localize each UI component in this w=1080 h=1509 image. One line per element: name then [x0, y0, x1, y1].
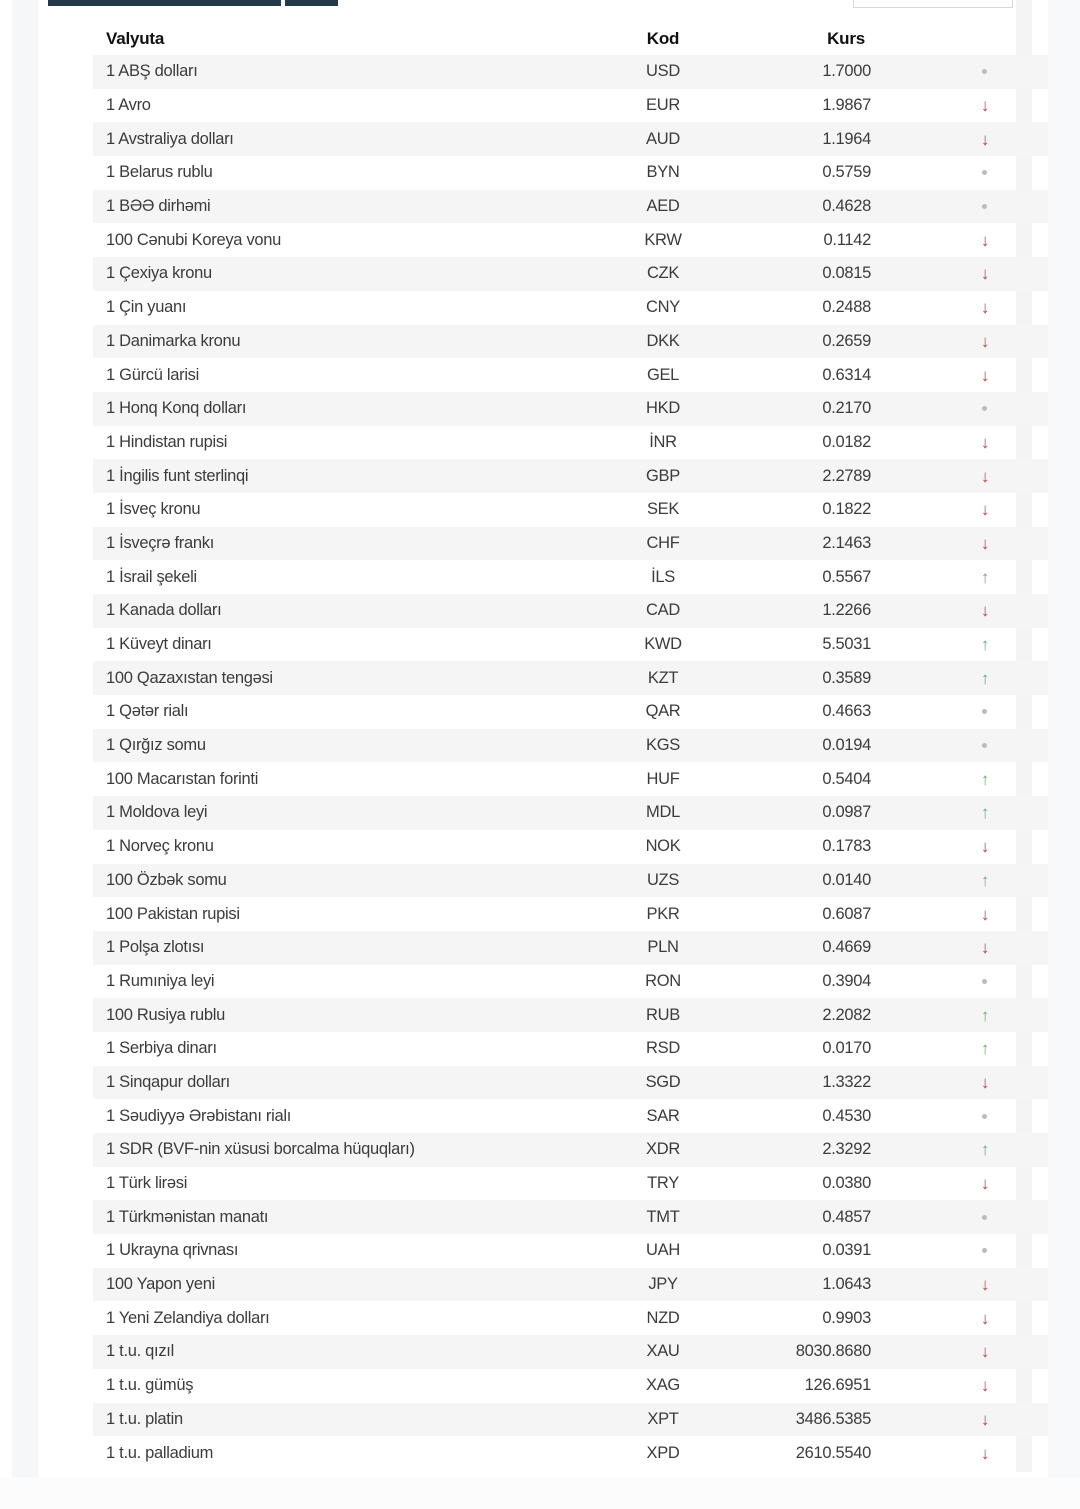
- currency-name: 1 SDR (BVF-nin xüsusi borcalma hüquqları): [106, 1140, 415, 1159]
- table-row: [93, 358, 1048, 392]
- table-row: [93, 89, 1048, 123]
- currency-name: 1 t.u. gümüş: [106, 1376, 194, 1395]
- trend-cell: [871, 1007, 1048, 1024]
- table-row: [93, 156, 1048, 190]
- trend-cell: [871, 569, 1048, 586]
- table-row: [93, 931, 1048, 965]
- trend-cell: [871, 1215, 1048, 1220]
- currency-rate: 0.5567: [822, 567, 871, 586]
- currency-name: 1 Avro: [106, 96, 151, 115]
- currency-code: RUB: [646, 1005, 680, 1024]
- trend-cell: [871, 670, 1048, 687]
- arrow-down-icon: ↓: [980, 533, 990, 553]
- trend-cell: [871, 872, 1048, 889]
- currency-rate: 0.6314: [822, 365, 871, 384]
- table-row: [93, 1200, 1048, 1234]
- currency-code: EUR: [646, 96, 680, 115]
- currency-code: KWD: [644, 635, 682, 654]
- date-input-cutoff[interactable]: [853, 0, 1013, 8]
- trend-cell: [871, 1175, 1048, 1192]
- table-row: [93, 796, 1048, 830]
- trend-cell: [871, 1074, 1048, 1091]
- currency-rate: 1.9867: [822, 96, 871, 115]
- trend-cell: [871, 299, 1048, 316]
- trend-cell: [871, 333, 1048, 350]
- trend-cell: [871, 367, 1048, 384]
- table-row: [93, 1436, 1048, 1470]
- currency-rate: 126.6951: [804, 1376, 871, 1395]
- currency-name: 1 Belarus rublu: [106, 163, 213, 182]
- unchanged-dot-icon: [982, 170, 987, 175]
- currency-code: RSD: [646, 1039, 680, 1058]
- unchanged-dot-icon: [982, 743, 987, 748]
- arrow-up-icon: ↑: [980, 803, 990, 823]
- table-row: [93, 594, 1048, 628]
- trend-cell: [871, 1343, 1048, 1360]
- unchanged-dot-icon: [982, 1215, 987, 1220]
- trend-cell: [871, 979, 1048, 984]
- trend-cell: [871, 709, 1048, 714]
- currency-code: İLS: [651, 567, 675, 586]
- currency-name: 1 İsveçrə frankı: [106, 533, 214, 552]
- currency-name: 1 ABŞ dolları: [106, 62, 198, 81]
- trend-cell: [871, 636, 1048, 653]
- arrow-down-icon: ↓: [980, 298, 990, 318]
- arrow-down-icon: ↓: [980, 1174, 990, 1194]
- currency-rate: 0.2659: [822, 331, 871, 350]
- currency-name: 1 Səudiyyə Ərəbistanı rialı: [106, 1106, 291, 1125]
- table-row: [93, 1403, 1048, 1437]
- unchanged-dot-icon: [982, 979, 987, 984]
- currency-code: JPY: [648, 1275, 678, 1294]
- table-row: [93, 392, 1048, 426]
- table-row: [93, 190, 1048, 224]
- arrow-down-icon: ↓: [980, 904, 990, 924]
- column-header-code: Kod: [646, 28, 680, 48]
- currency-code: NOK: [645, 837, 681, 856]
- currency-name: 100 Rusiya rublu: [106, 1005, 226, 1024]
- table-row: [93, 864, 1048, 898]
- currency-name: 1 t.u. qızıl: [106, 1342, 174, 1361]
- arrow-down-icon: ↓: [980, 331, 990, 351]
- currency-code: TRY: [647, 1174, 679, 1193]
- table-body: [93, 55, 1048, 1470]
- trend-cell: [871, 906, 1048, 923]
- currency-code: SGD: [645, 1072, 681, 1091]
- currency-rate: 0.4628: [822, 197, 871, 216]
- currency-code: BYN: [646, 163, 680, 182]
- currency-name: 1 Serbiya dinarı: [106, 1039, 217, 1058]
- currency-code: QAR: [645, 702, 681, 721]
- currency-name: 1 BƏƏ dirhəmi: [106, 197, 211, 216]
- arrow-down-icon: ↓: [980, 1443, 990, 1463]
- currency-code: USD: [646, 62, 680, 81]
- table-row: [93, 1335, 1048, 1369]
- arrow-down-icon: ↓: [980, 1072, 990, 1092]
- currency-name: 1 Yeni Zelandiya dolları: [106, 1308, 270, 1327]
- table-row: [93, 897, 1048, 931]
- table-row: [93, 1234, 1048, 1268]
- currency-code: KGS: [646, 736, 680, 755]
- table-row: [93, 493, 1048, 527]
- currency-code: AED: [646, 197, 680, 216]
- currency-name: 1 t.u. platin: [106, 1409, 183, 1428]
- arrow-down-icon: ↓: [980, 1409, 990, 1429]
- currency-name: 1 Moldova leyi: [106, 803, 208, 822]
- currency-rate: 8030.8680: [795, 1342, 871, 1361]
- currency-code: XPD: [646, 1443, 680, 1462]
- arrow-down-icon: ↓: [980, 938, 990, 958]
- unchanged-dot-icon: [982, 1114, 987, 1119]
- arrow-down-icon: ↓: [980, 230, 990, 250]
- arrow-down-icon: ↓: [980, 264, 990, 284]
- trend-cell: [871, 804, 1048, 821]
- trend-cell: [871, 232, 1048, 249]
- currency-code: SAR: [646, 1106, 680, 1125]
- currency-name: 1 Norveç kronu: [106, 837, 214, 856]
- table-row: [93, 628, 1048, 662]
- currency-rate: 0.3589: [822, 668, 871, 687]
- currency-code: XPT: [647, 1409, 679, 1428]
- tab-2-cutoff[interactable]: [285, 0, 338, 6]
- currency-rate: 0.5759: [822, 163, 871, 182]
- currency-name: 1 Çin yuanı: [106, 298, 187, 317]
- trend-cell: [871, 1040, 1048, 1057]
- currency-name: 1 Qırğız somu: [106, 736, 206, 755]
- arrow-down-icon: ↓: [980, 601, 990, 621]
- currency-code: CHF: [646, 533, 680, 552]
- arrow-up-icon: ↑: [980, 1005, 990, 1025]
- table-row: [93, 257, 1048, 291]
- currency-name: 100 Yapon yeni: [106, 1275, 215, 1294]
- currency-code: HKD: [646, 399, 680, 418]
- currency-name: 1 Hindistan rupisi: [106, 432, 228, 451]
- table-row: [93, 729, 1048, 763]
- arrow-up-icon: ↑: [980, 635, 990, 655]
- trend-cell: [871, 1310, 1048, 1327]
- trend-cell: [871, 69, 1048, 74]
- currency-name: 1 Ukrayna qrivnası: [106, 1241, 239, 1260]
- table-row: [93, 122, 1048, 156]
- currency-name: 100 Pakistan rupisi: [106, 904, 240, 923]
- arrow-down-icon: ↓: [980, 365, 990, 385]
- trend-cell: [871, 170, 1048, 175]
- currency-code: HUF: [646, 769, 680, 788]
- currency-name: 1 Türkmənistan manatı: [106, 1207, 269, 1226]
- page-bottom-background: [0, 1477, 1080, 1509]
- currency-code: AUD: [646, 129, 680, 148]
- column-header-rate: Kurs: [827, 28, 865, 48]
- currency-rate: 0.0391: [822, 1241, 871, 1260]
- trend-cell: [871, 838, 1048, 855]
- tab-1-cutoff[interactable]: [48, 0, 281, 6]
- currency-code: PKR: [646, 904, 680, 923]
- currency-rate: 1.1964: [822, 129, 871, 148]
- unchanged-dot-icon: [982, 1248, 987, 1253]
- arrow-up-icon: ↑: [980, 567, 990, 587]
- arrow-up-icon: ↑: [980, 870, 990, 890]
- unchanged-dot-icon: [982, 204, 987, 209]
- table-row: [93, 1268, 1048, 1302]
- currency-rate: 1.7000: [822, 62, 871, 81]
- table-row: [93, 55, 1048, 89]
- currency-rate: 0.2170: [822, 399, 871, 418]
- currency-code: PLN: [647, 938, 679, 957]
- table-row: [93, 1066, 1048, 1100]
- currency-name: 1 Gürcü larisi: [106, 365, 199, 384]
- currency-rate: 0.1783: [822, 837, 871, 856]
- table-row: [93, 965, 1048, 999]
- currency-name: 100 Qazaxıstan tengəsi: [106, 668, 273, 687]
- table-row: [93, 1099, 1048, 1133]
- currency-name: 1 Polşa zlotısı: [106, 938, 205, 957]
- currency-rate: 0.4530: [822, 1106, 871, 1125]
- trend-cell: [871, 771, 1048, 788]
- currency-code: XDR: [646, 1140, 680, 1159]
- currency-rate: 0.4663: [822, 702, 871, 721]
- currency-code: UZS: [646, 870, 680, 889]
- currency-code: RON: [645, 971, 681, 990]
- trend-cell: [871, 1114, 1048, 1119]
- currency-rate: 0.0194: [822, 736, 871, 755]
- currency-rate: 2610.5540: [795, 1443, 871, 1462]
- currency-name: 1 Avstraliya dolları: [106, 129, 234, 148]
- currency-rate: 1.2266: [822, 601, 871, 620]
- table-row: [93, 830, 1048, 864]
- currency-rate: 0.2488: [822, 298, 871, 317]
- unchanged-dot-icon: [982, 709, 987, 714]
- arrow-down-icon: ↓: [980, 129, 990, 149]
- currency-code: KRW: [644, 230, 682, 249]
- page-far-right-background: [1048, 0, 1080, 1509]
- currency-name: 1 Rumıniya leyi: [106, 971, 215, 990]
- currency-rate: 1.3322: [822, 1072, 871, 1091]
- arrow-up-icon: ↑: [980, 668, 990, 688]
- rates-card: [38, 0, 1016, 1477]
- currency-code: İNR: [649, 432, 677, 451]
- trend-cell: [871, 406, 1048, 411]
- currency-rate: 0.4857: [822, 1207, 871, 1226]
- currency-code: UAH: [646, 1241, 680, 1260]
- currency-rate: 2.3292: [822, 1140, 871, 1159]
- arrow-up-icon: ↑: [980, 1140, 990, 1160]
- unchanged-dot-icon: [982, 406, 987, 411]
- trend-cell: [871, 434, 1048, 451]
- trend-cell: [871, 501, 1048, 518]
- arrow-down-icon: ↓: [980, 466, 990, 486]
- currency-rate: 0.0182: [822, 432, 871, 451]
- trend-cell: [871, 131, 1048, 148]
- trend-cell: [871, 1248, 1048, 1253]
- table-row: [93, 1167, 1048, 1201]
- currency-code: CNY: [646, 298, 680, 317]
- currency-rate: 0.0140: [822, 870, 871, 889]
- currency-rate: 0.0170: [822, 1039, 871, 1058]
- table-row: [93, 560, 1048, 594]
- currency-rate: 0.6087: [822, 904, 871, 923]
- unchanged-dot-icon: [982, 69, 987, 74]
- currency-rate: 0.1142: [823, 230, 871, 249]
- table-row: [93, 762, 1048, 796]
- currency-name: 1 Honq Konq dolları: [106, 399, 247, 418]
- currency-code: CAD: [646, 601, 680, 620]
- trend-cell: [871, 204, 1048, 209]
- table-row: [93, 291, 1048, 325]
- table-row: [93, 1133, 1048, 1167]
- currency-rate: 2.2082: [822, 1005, 871, 1024]
- table-row: [93, 223, 1048, 257]
- trend-cell: [871, 1276, 1048, 1293]
- arrow-down-icon: ↓: [980, 1376, 990, 1396]
- page-left-gutter: [12, 0, 38, 1509]
- trend-cell: [871, 97, 1048, 114]
- currency-code: SEK: [646, 500, 680, 519]
- currency-rate: 5.5031: [822, 635, 871, 654]
- currency-code: MDL: [646, 803, 680, 822]
- currency-rate: 3486.5385: [795, 1409, 871, 1428]
- currency-code: TMT: [646, 1207, 680, 1226]
- arrow-down-icon: ↓: [980, 1308, 990, 1328]
- arrow-down-icon: ↓: [980, 96, 990, 116]
- currency-name: 1 İngilis funt sterlinqi: [106, 466, 249, 485]
- currency-rate: 0.5404: [822, 769, 871, 788]
- currency-rate: 0.1822: [822, 500, 871, 519]
- currency-code: GBP: [646, 466, 680, 485]
- arrow-down-icon: ↓: [980, 1342, 990, 1362]
- currency-code: CZK: [646, 264, 680, 283]
- arrow-down-icon: ↓: [980, 1275, 990, 1295]
- trend-cell: [871, 1411, 1048, 1428]
- currency-rates-table: [93, 22, 1048, 1470]
- table-row: [93, 426, 1048, 460]
- table-row: [93, 527, 1048, 561]
- table-row: [93, 695, 1048, 729]
- currency-name: 1 Sinqapur dolları: [106, 1072, 230, 1091]
- trend-cell: [871, 1445, 1048, 1462]
- currency-name: 1 t.u. palladium: [106, 1443, 214, 1462]
- currency-code: KZT: [647, 668, 679, 687]
- trend-cell: [871, 265, 1048, 282]
- currency-name: 100 Macarıstan forinti: [106, 769, 259, 788]
- currency-name: 1 Qətər rialı: [106, 702, 189, 721]
- currency-rate: 1.0643: [822, 1275, 871, 1294]
- table-row: [93, 1369, 1048, 1403]
- table-row: [93, 325, 1048, 359]
- currency-name: 1 Türk lirəsi: [106, 1174, 188, 1193]
- arrow-up-icon: ↑: [980, 769, 990, 789]
- currency-name: 1 Çexiya kronu: [106, 264, 212, 283]
- table-row: [93, 459, 1048, 493]
- arrow-down-icon: ↓: [980, 837, 990, 857]
- trend-cell: [871, 535, 1048, 552]
- currency-rate: 0.3904: [822, 971, 871, 990]
- currency-name: 100 Özbək somu: [106, 870, 227, 889]
- trend-cell: [871, 939, 1048, 956]
- currency-rate: 0.0987: [822, 803, 871, 822]
- currency-rate: 0.4669: [822, 938, 871, 957]
- table-row: [93, 1301, 1048, 1335]
- table-header-row: [93, 22, 1048, 55]
- currency-code: DKK: [646, 331, 680, 350]
- trend-cell: [871, 743, 1048, 748]
- column-header-currency: Valyuta: [106, 28, 165, 48]
- table-row: [93, 1032, 1048, 1066]
- arrow-down-icon: ↓: [980, 432, 990, 452]
- trend-cell: [871, 602, 1048, 619]
- table-row: [93, 661, 1048, 695]
- currency-rate: 0.9903: [822, 1308, 871, 1327]
- currency-name: 1 Danimarka kronu: [106, 331, 241, 350]
- currency-name: 1 Kanada dolları: [106, 601, 222, 620]
- arrow-down-icon: ↓: [980, 500, 990, 520]
- currency-code: XAU: [646, 1342, 680, 1361]
- currency-rate: 0.0815: [822, 264, 871, 283]
- currency-rate: 2.1463: [822, 533, 871, 552]
- trend-cell: [871, 1141, 1048, 1158]
- table-row: [93, 998, 1048, 1032]
- currency-code: GEL: [646, 365, 680, 384]
- currency-name: 100 Cənubi Koreya vonu: [106, 230, 282, 249]
- trend-cell: [871, 468, 1048, 485]
- currency-rate: 0.0380: [822, 1174, 871, 1193]
- arrow-up-icon: ↑: [980, 1039, 990, 1059]
- currency-name: 1 İsrail şekeli: [106, 567, 197, 586]
- currency-name: 1 Küveyt dinarı: [106, 635, 212, 654]
- currency-rate: 2.2789: [822, 466, 871, 485]
- trend-cell: [871, 1377, 1048, 1394]
- currency-code: NZD: [646, 1308, 680, 1327]
- currency-name: 1 İsveç kronu: [106, 500, 201, 519]
- currency-code: XAG: [646, 1376, 680, 1395]
